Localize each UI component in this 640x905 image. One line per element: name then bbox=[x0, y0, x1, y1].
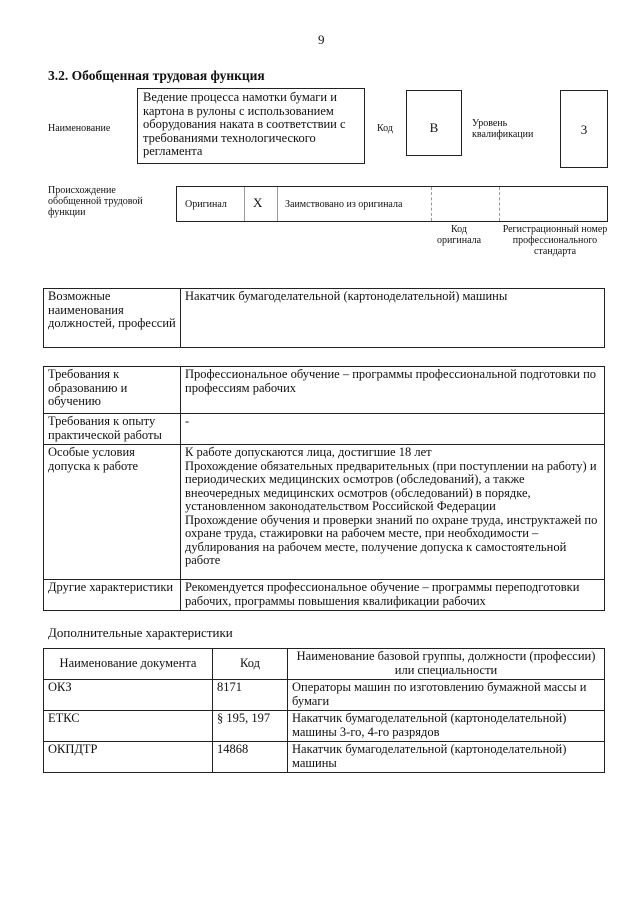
origin-label: Происхождение обобщенной трудовой функции bbox=[48, 185, 143, 218]
column-header: Код bbox=[213, 649, 288, 680]
divider bbox=[277, 187, 278, 221]
function-name: Ведение процесса намотки бумаги и картона в рулоны с использованием оборудования наката в соответствии с требованиями технологического регламента bbox=[143, 90, 346, 158]
code-box bbox=[406, 90, 462, 156]
code-value: B bbox=[429, 120, 439, 135]
table-cell: 14868 bbox=[213, 742, 288, 773]
column-header: Наименование документа bbox=[44, 649, 213, 680]
table-row bbox=[44, 367, 605, 414]
table-cell: Операторы машин по изготовлению бумажной массы и бумаги bbox=[288, 680, 605, 711]
additional-table bbox=[43, 648, 605, 773]
function-name-box bbox=[137, 88, 365, 164]
requirements-table bbox=[43, 366, 605, 611]
level-box bbox=[560, 90, 608, 168]
table-row bbox=[44, 414, 605, 445]
requirement-value: - bbox=[181, 414, 605, 445]
name-label: Наименование bbox=[48, 123, 111, 134]
positions-value: Накатчик бумагоделательной (картоноделательной) машины bbox=[181, 289, 605, 348]
original-label: Оригинал bbox=[185, 199, 227, 210]
borrowed-label: Заимствовано из оригинала bbox=[285, 199, 403, 210]
divider bbox=[499, 187, 501, 221]
requirement-value: К работе допускаются лица, достигшие 18 лет Прохождение обязательных предварительных (при поступлении на работу) и периодических медицинских осмотров (обследований), а также внеочередных медицинских осмотров (обследований) в порядке, установленном законодательством Российской Федерации Прохождение обучения и проверки знаний по охране труда, инструктажей по охране труда, стажировки на рабочем месте, при необходимости – дублирования на рабочем месте, получение допуска к самостоятельной работе bbox=[181, 445, 605, 580]
level-value: 3 bbox=[580, 122, 588, 137]
requirement-value: Профессиональное обучение – программы профессиональной подготовки по профессиям рабочих bbox=[181, 367, 605, 414]
column-header: Наименование базовой группы, должности (профессии) или специальности bbox=[288, 649, 605, 680]
origin-box bbox=[176, 186, 608, 222]
table-cell: Накатчик бумагоделательной (картоноделательной) машины 3-го, 4-го разрядов bbox=[288, 711, 605, 742]
table-cell: Накатчик бумагоделательной (картоноделательной) машины bbox=[288, 742, 605, 773]
table-row bbox=[44, 711, 605, 742]
requirement-label: Особые условия допуска к работе bbox=[44, 445, 181, 580]
code-label: Код bbox=[377, 123, 393, 134]
table-row bbox=[44, 680, 605, 711]
table-header-row bbox=[44, 649, 605, 680]
table-cell: 8171 bbox=[213, 680, 288, 711]
requirement-label: Другие характеристики bbox=[44, 580, 181, 611]
reg-number-label: Регистрационный номер профессионального стандарта bbox=[502, 224, 608, 257]
requirement-label: Требования к образованию и обучению bbox=[44, 367, 181, 414]
positions-table bbox=[43, 288, 605, 348]
original-mark: X bbox=[253, 195, 263, 210]
page-number: 9 bbox=[318, 32, 325, 47]
divider bbox=[431, 187, 433, 221]
additional-title: Дополнительные характеристики bbox=[48, 625, 233, 640]
table-cell: § 195, 197 bbox=[213, 711, 288, 742]
divider bbox=[244, 187, 245, 221]
table-row bbox=[44, 742, 605, 773]
table-cell: ОКЗ bbox=[44, 680, 213, 711]
requirement-value: Рекомендуется профессиональное обучение – программы переподготовки рабочих, программы повышения квалификации рабочих bbox=[181, 580, 605, 611]
level-label: Уровень квалификации bbox=[472, 118, 534, 140]
table-cell: ОКПДТР bbox=[44, 742, 213, 773]
table-cell: ЕТКС bbox=[44, 711, 213, 742]
table-row bbox=[44, 580, 605, 611]
table-row bbox=[44, 445, 605, 580]
positions-label: Возможные наименования должностей, профессий bbox=[44, 289, 181, 348]
code-original-label: Код оригинала bbox=[436, 224, 482, 246]
requirement-label: Требования к опыту практической работы bbox=[44, 414, 181, 445]
section-title: 3.2. Обобщенная трудовая функция bbox=[48, 68, 265, 83]
